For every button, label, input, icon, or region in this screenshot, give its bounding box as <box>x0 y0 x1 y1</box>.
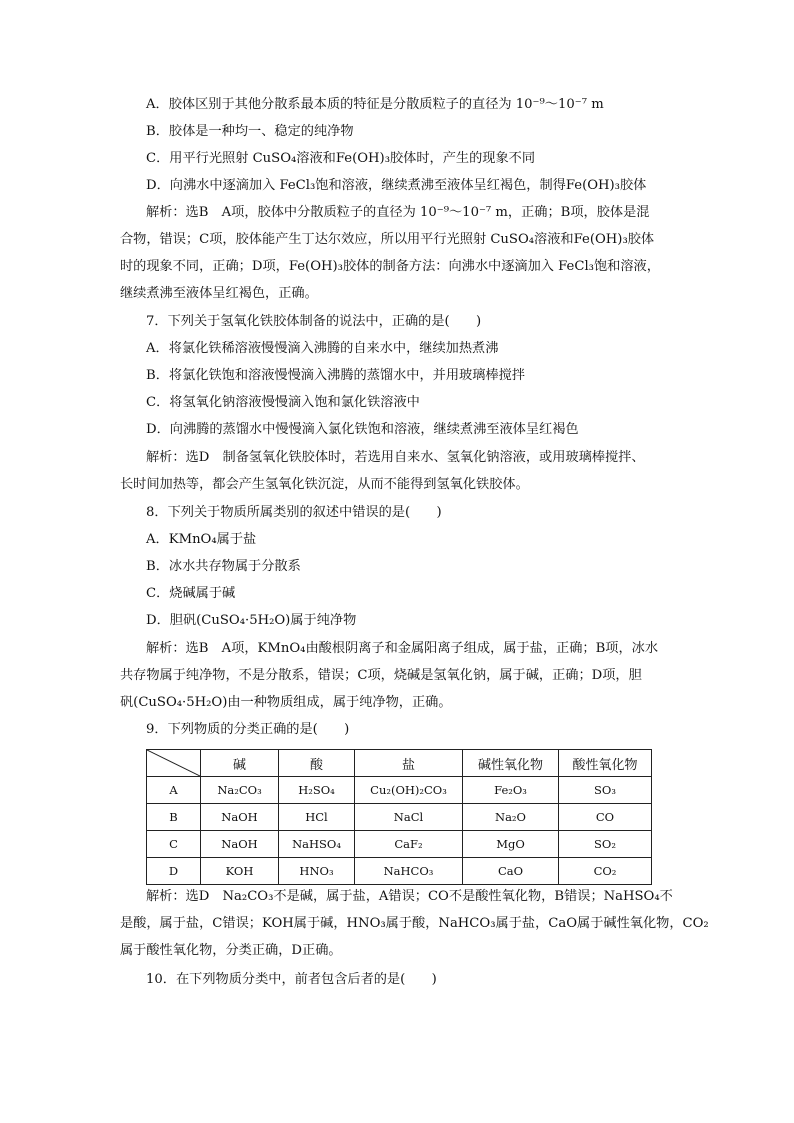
text-line: B．胶体是一种均一、稳定的纯净物 <box>146 124 354 139</box>
text-line: D．向沸水中逐滴加入 FeCl₃饱和溶液，继续煮沸至液体呈红褐色，制得Fe(OH)₃胶体 <box>146 178 647 193</box>
text-line: C．用平行光照射 CuSO₄溶液和Fe(OH)₃胶体时，产生的现象不同 <box>146 151 536 166</box>
table-row <box>147 804 652 831</box>
text-line: 时的现象不同，正确；D项，Fe(OH)₃胶体的制备方法：向沸水中逐滴加入 FeCl₃饱和溶液， <box>120 259 660 274</box>
text-line: C．烧碱属于碱 <box>146 586 236 601</box>
question-8: 8．下列关于物质所属类别的叙述中错误的是( ) <box>146 505 442 520</box>
text-line: 合物，错误；C项，胶体能产生丁达尔效应，所以用平行光照射 CuSO₄溶液和Fe(OH)₃胶体 <box>120 232 655 247</box>
classification-table <box>146 749 652 885</box>
row-label: D <box>147 858 201 885</box>
text-line: D．胆矾(CuSO₄·5H₂O)属于纯净物 <box>146 613 357 628</box>
table-row <box>147 858 652 885</box>
text-line: 属于酸性氧化物，分类正确，D正确。 <box>120 943 342 958</box>
column-header: 碱性氧化物 <box>463 750 559 777</box>
row-label: A <box>147 777 201 804</box>
table-cell: Cu₂(OH)₂CO₃ <box>355 777 463 804</box>
table-row <box>147 831 652 858</box>
table-cell: CaF₂ <box>355 831 463 858</box>
table-cell: CaO <box>463 858 559 885</box>
table-cell: NaOH <box>201 831 279 858</box>
text-line: D．向沸腾的蒸馏水中慢慢滴入氯化铁饱和溶液，继续煮沸至液体呈红褐色 <box>146 422 579 437</box>
text-line: B．冰水共存物属于分散系 <box>146 559 301 574</box>
column-header: 碱 <box>201 750 279 777</box>
text-line: 解析：选B A项，胶体中分散质粒子的直径为 10⁻⁹～10⁻⁷ m，正确；B项，胶体是混 <box>146 205 650 220</box>
column-header: 盐 <box>355 750 463 777</box>
diagonal-header-cell <box>147 750 201 777</box>
text-line: 解析：选D Na₂CO₃不是碱，属于盐，A错误；CO不是酸性氧化物，B错误；NaHSO₄不 <box>146 889 673 904</box>
table-cell: SO₃ <box>559 777 652 804</box>
table-cell: SO₂ <box>559 831 652 858</box>
text-line: 继续煮沸至液体呈红褐色，正确。 <box>120 286 318 301</box>
table-cell: NaHCO₃ <box>355 858 463 885</box>
text-line: 长时间加热等，都会产生氢氧化铁沉淀，从而不能得到氢氧化铁胶体。 <box>120 477 529 492</box>
text-line: 是酸，属于盐，C错误；KOH属于碱，HNO₃属于酸，NaHCO₃属于盐，CaO属于碱性氧化物，CO₂ <box>120 916 709 931</box>
table-cell: CO₂ <box>559 858 652 885</box>
text-line: A．KMnO₄属于盐 <box>146 532 257 547</box>
column-header: 酸 <box>279 750 355 777</box>
row-label: B <box>147 804 201 831</box>
question-7: 7．下列关于氢氧化铁胶体制备的说法中，正确的是( ) <box>146 314 482 329</box>
text-line: 解析：选D 制备氢氧化铁胶体时，若选用自来水、氢氧化钠溶液，或用玻璃棒搅拌、 <box>146 450 645 465</box>
table-cell: NaHSO₄ <box>279 831 355 858</box>
table-cell: Fe₂O₃ <box>463 777 559 804</box>
table-cell: NaCl <box>355 804 463 831</box>
table-cell: MgO <box>463 831 559 858</box>
column-header: 酸性氧化物 <box>559 750 652 777</box>
table-cell: H₂SO₄ <box>279 777 355 804</box>
table-cell: Na₂O <box>463 804 559 831</box>
text-line: 矾(CuSO₄·5H₂O)由一种物质组成，属于纯净物，正确。 <box>120 695 452 710</box>
table-header-row <box>147 750 652 777</box>
text-line: A．胶体区别于其他分散系最本质的特征是分散质粒子的直径为 10⁻⁹～10⁻⁷ m <box>146 97 604 112</box>
text-line: B．将氯化铁饱和溶液慢慢滴入沸腾的蒸馏水中，并用玻璃棒搅拌 <box>146 368 525 383</box>
question-9: 9．下列物质的分类正确的是( ) <box>146 722 350 737</box>
table-cell: CO <box>559 804 652 831</box>
table-cell: HNO₃ <box>279 858 355 885</box>
text-line: C．将氢氧化钠溶液慢慢滴入饱和氯化铁溶液中 <box>146 395 420 410</box>
table-cell: NaOH <box>201 804 279 831</box>
text-line: A．将氯化铁稀溶液慢慢滴入沸腾的自来水中，继续加热煮沸 <box>146 341 499 356</box>
table-cell: HCl <box>279 804 355 831</box>
table-row <box>147 777 652 804</box>
table-cell: KOH <box>201 858 279 885</box>
text-line: 解析：选B A项，KMnO₄由酸根阴离子和金属阳离子组成，属于盐，正确；B项，冰水 <box>146 641 659 656</box>
question-10: 10．在下列物质分类中，前者包含后者的是( ) <box>146 972 437 987</box>
row-label: C <box>147 831 201 858</box>
text-line: 共存物属于纯净物，不是分散系，错误；C项，烧碱是氢氧化钠，属于碱，正确；D项，胆 <box>120 668 642 683</box>
table-cell: Na₂CO₃ <box>201 777 279 804</box>
